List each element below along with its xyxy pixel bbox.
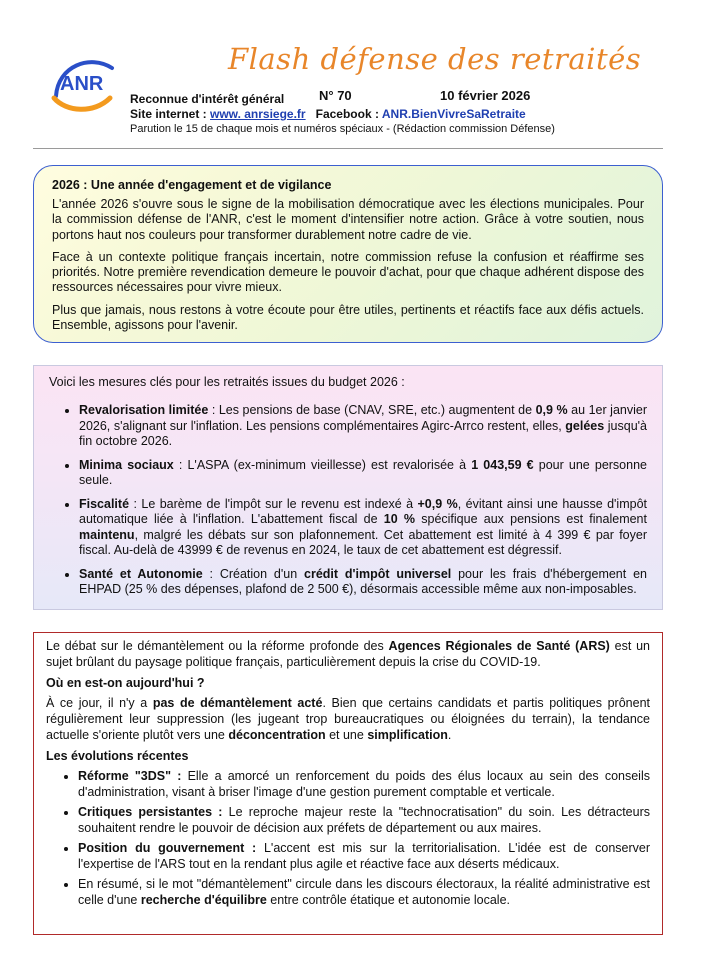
evolution-critiques (78, 804, 650, 836)
budget-measures-box (33, 365, 663, 610)
site-label: Site internet : (130, 107, 211, 121)
evolution-text: En résumé, si le mot "démantèlement" circule dans les discours électoraux, la réalité administrative est celle d'une (78, 877, 650, 907)
measure-text: au 1er janvier 2026, s'alignant sur l'inflation. Les pensions complémentaires Agirc-Arrco restent, elles, (79, 403, 647, 433)
newsletter-title: Flash défense des retraités (228, 42, 642, 76)
ars-text: . (447, 728, 452, 742)
site-link[interactable]: www. anrsiege.fr (210, 107, 306, 121)
facebook-link[interactable]: ANR.BienVivreSaRetraite (381, 107, 526, 121)
issue-date: 10 février 2026 (440, 88, 531, 103)
ars-subheading-1: Où en est-on aujourd'hui ? (46, 676, 205, 690)
measure-emphasis: 1 043,59 € (471, 457, 534, 472)
issue-number: N° 70 (319, 88, 352, 103)
editorial-paragraph-3: Plus que jamais, nous restons à votre écoute pour être utiles, pertinents et réactifs face aux défis actuels. Ensemble, agissons pour l'avenir. (52, 302, 644, 333)
ars-subheading-2: Les évolutions récentes (46, 749, 189, 763)
measure-emphasis: maintenu (79, 527, 135, 542)
measure-text: spécifique aux pensions est finalement (415, 512, 647, 526)
editorial-paragraph-1: L'année 2026 s'ouvre sous le signe de la mobilisation démocratique avec les élections municipales. Pour la commission défense de l'ANR, c'est le moment d'intensifier notre action. Grâce à votre soutien, nous portons haut nos couleurs pour transformer durablement notre cadre de vie. (52, 197, 644, 242)
ars-emphasis: pas de démantèlement acté (152, 696, 323, 710)
evolution-gouvernement (78, 840, 650, 872)
measure-minima-sociaux (79, 458, 647, 489)
measure-text: : L'ASPA (ex-minimum vieillesse) est revalorisée à (173, 457, 472, 472)
ars-emphasis: simplification (367, 728, 448, 742)
measure-text: pour les frais d'hébergement en EHPAD (25 % des dépenses, plafond de 2 500 €), désormais accessible même aux non-imposables. (79, 566, 647, 596)
ars-text: est un sujet brûlant du paysage politique français, particulièrement depuis la crise du COVID-19. (46, 639, 651, 669)
ars-emphasis: Agences Régionales de Santé (ARS) (388, 639, 610, 653)
measure-text: , évitant ainsi une hausse d'impôt automatique liée à l'inflation. L'abattement fiscal de (79, 496, 647, 526)
ars-status-paragraph (46, 695, 650, 743)
evolution-text: Elle a amorcé un renforcement du poids des élus locaux au sein des conseils d'administration, visant à briser l'image d'une gestion purement comptable et verticale. (78, 769, 650, 799)
ars-text: À ce jour, il n'y a (46, 696, 153, 710)
measure-sante-autonomie (79, 567, 647, 598)
measure-title: Revalorisation limitée (79, 403, 209, 417)
logo-text: ANR (60, 73, 104, 95)
recognition-text: Reconnue d'intérêt général (130, 92, 285, 106)
evolution-resume (78, 876, 650, 908)
measure-emphasis: crédit d'impôt universel (304, 566, 452, 581)
measure-emphasis: 0,9 % (535, 403, 568, 417)
evolution-text: L'accent est mis sur la territorialisation. L'idée est de conserver l'expertise de l'ARS tout en la rendant plus agile et réactive face aux déserts médicaux. (78, 841, 650, 871)
measure-text: : Création d'un (202, 566, 304, 581)
ars-intro-paragraph (46, 638, 650, 670)
evolution-emphasis: recherche d'équilibre (140, 893, 267, 907)
parution-note: Parution le 15 de chaque mois et numéros spéciaux - (Rédaction commission Défense) (130, 123, 555, 135)
measure-emphasis: gelées (565, 418, 605, 433)
measure-title: Minima sociaux (79, 457, 174, 472)
evolution-reforme-3ds (78, 768, 650, 800)
measure-text: jusqu'à fin octobre 2026. (79, 418, 647, 448)
measure-title: Santé et Autonomie (79, 566, 203, 581)
editorial-box (33, 165, 663, 343)
ars-emphasis: déconcentration (228, 728, 326, 742)
anr-logo (50, 52, 118, 114)
measure-text: , malgré les débats sur son plafonnement. Cet abattement est limité à 4 399 € par foyer fiscal. Au-delà de 43999 € de revenus en 2024, le taux de cet abattement est dégressif. (79, 527, 647, 557)
ars-text: Le débat sur le démantèlement ou la réforme profonde des (46, 639, 389, 653)
measure-fiscalite (79, 497, 647, 559)
evolution-title: Position du gouvernement : (78, 841, 257, 855)
evolution-text: Le reproche majeur reste la "technocratisation" du soin. Les détracteurs souhaitent rendre le pouvoir de décision aux préfets de département ou aux maires. (78, 805, 650, 835)
measure-text: pour une personne seule. (79, 457, 647, 487)
editorial-paragraph-2: Face à un contexte politique français incertain, notre commission refuse la confusion et réaffirme ses priorités. Notre première revendication demeure le pouvoir d'achat, pour que chaque adhérent dispose des ressources nécessaires pour vivre mieux. (52, 249, 644, 295)
facebook-label: Facebook : (315, 107, 382, 121)
measure-emphasis: +0,9 % (417, 496, 458, 511)
ars-debate-box (33, 632, 663, 935)
ars-evolutions-list (46, 768, 650, 908)
measure-text: : Le barème de l'impôt sur le revenu est indexé à (129, 496, 418, 511)
contact-line (130, 107, 526, 121)
measure-revalorisation (79, 403, 647, 450)
evolution-title: Réforme "3DS" : (78, 769, 182, 783)
ars-text: et une (325, 728, 368, 742)
evolution-text: entre contrôle étatique et autonomie locale. (266, 893, 511, 907)
ars-text: . Bien que certains candidats et partis politiques prônent régulièrement leur suppression (les jugeant trop bureaucratiques ou éloignées du terrain), la tendance actuelle s'oriente plutôt vers une (46, 696, 650, 742)
header-divider (33, 148, 663, 149)
measure-emphasis: 10 % (383, 512, 416, 526)
budget-measures-list (49, 403, 647, 598)
editorial-heading: 2026 : Une année d'engagement et de vigilance (52, 178, 332, 192)
measure-title: Fiscalité (79, 496, 130, 511)
budget-intro: Voici les mesures clés pour les retraités issues du budget 2026 : (49, 375, 405, 389)
measure-text: : Les pensions de base (CNAV, SRE, etc.) augmentent de (208, 403, 536, 417)
evolution-title: Critiques persistantes : (78, 805, 223, 819)
